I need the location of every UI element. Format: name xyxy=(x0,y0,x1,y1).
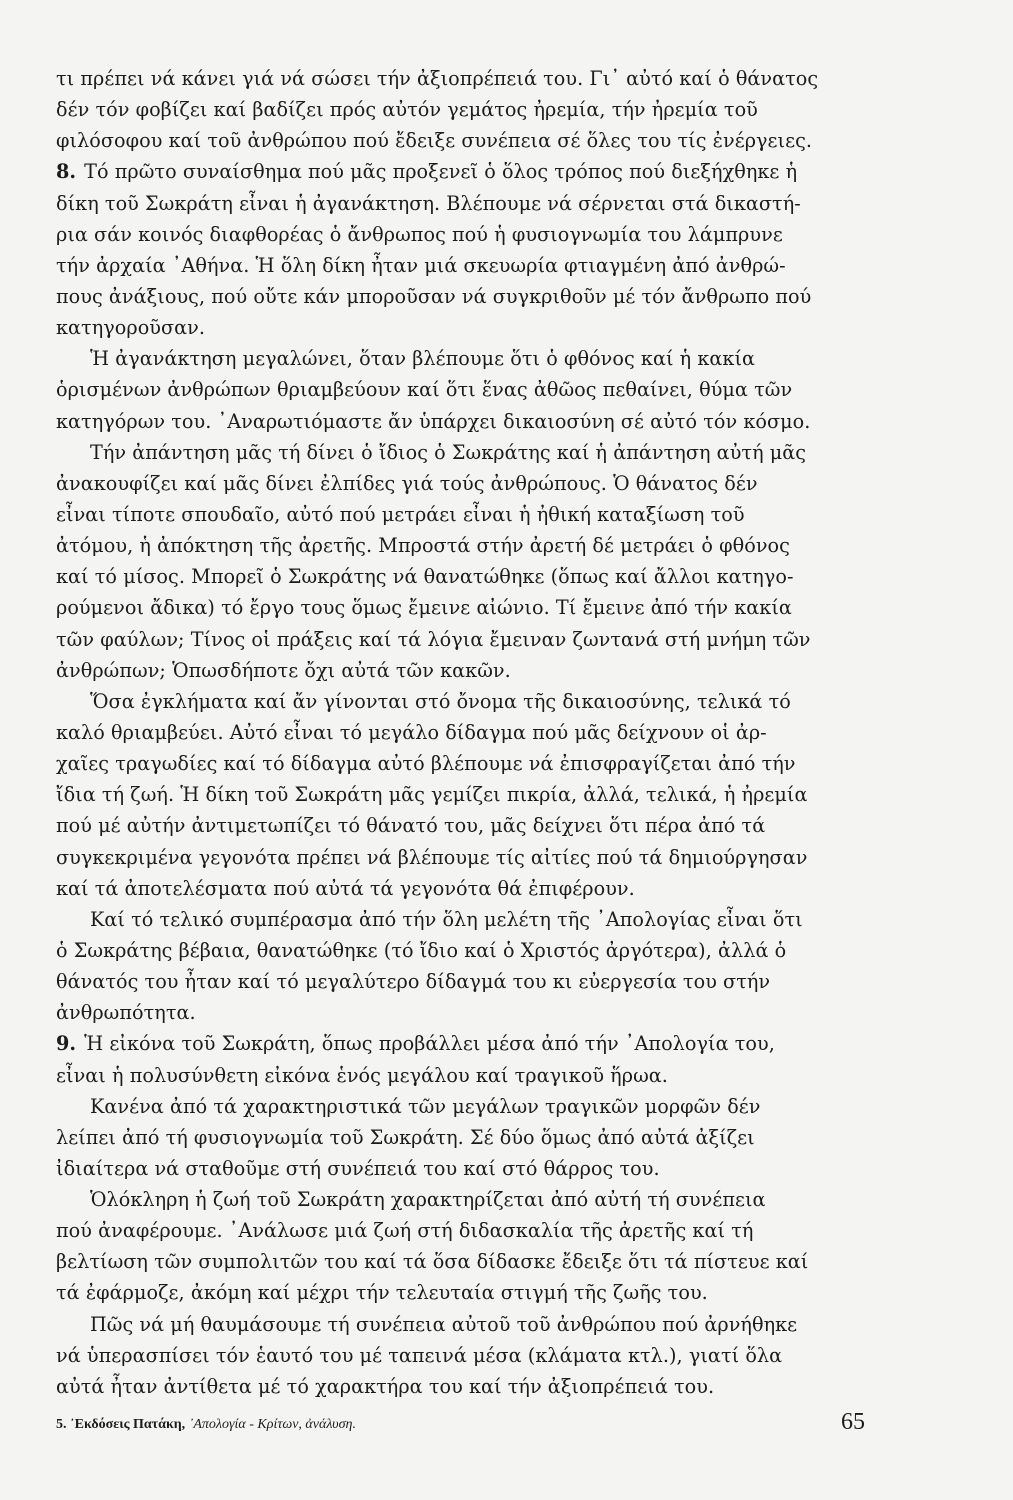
text-line: καί τά ἀποτελέσματα πού αὐτά τά γεγονότα θά ἐπιφέρουν. xyxy=(56,876,635,900)
text-line: θάνατός του ἦταν καί τό μεγαλύτερο δίδαγμά του κι εὐεργεσία του στήν xyxy=(56,970,771,994)
text-line: νά ὑπερασπίσει τόν ἑαυτό του μέ ταπεινά μέσα (κλάματα κτλ.), γιατί ὅλα xyxy=(56,1343,783,1367)
text-line: καί τό μίσος. Μπορεῖ ὁ Σωκράτης νά θανατώθηκε (ὅπως καί ἄλλοι κατηγο- xyxy=(56,565,794,589)
text-line: ἀνθρώπων; Ὁπωσδήποτε ὄχι αὐτά τῶν κακῶν. xyxy=(56,658,511,682)
text-line: ἰδιαίτερα νά σταθοῦμε στή συνέπειά του καί στό θάρρος του. xyxy=(56,1156,660,1180)
text-line: λείπει ἀπό τή φυσιογνωμία τοῦ Σωκράτη. Σέ δύο ὅμως ἀπό αὐτά ἀξίζει xyxy=(56,1125,755,1149)
text-line: ρούμενοι ἄδικα) τό ἔργο τους ὅμως ἔμεινε αἰώνιο. Τί ἔμεινε ἀπό τήν κακία xyxy=(56,596,792,620)
text-line: τῶν φαύλων; Τίνος οἱ πράξεις καί τά λόγια ἔμειναν ζωντανά στή μνήμη τῶν xyxy=(56,627,811,651)
text-line: κατηγοροῦσαν. xyxy=(56,316,206,340)
text-line: δέν τόν φοβίζει καί βαδίζει πρός αὐτόν γεμάτος ἠρεμία, τήν ἠρεμία τοῦ xyxy=(56,98,758,122)
text-line: ἀτόμου, ἡ ἀπόκτηση τῆς ἀρετῆς. Μπροστά στήν ἀρετή δέ μετράει ὁ φθόνος xyxy=(56,534,790,558)
text-line: τήν ἀρχαία ᾽Αθήνα. Ἡ ὅλη δίκη ἦταν μιά σκευωρία φτιαγμένη ἀπό ἀνθρώ- xyxy=(56,253,786,277)
text-line: τά ἐφάρμοζε, ἀκόμη καί μέχρι τήν τελευταία στιγμή τῆς ζωῆς του. xyxy=(56,1281,708,1305)
paragraph-first-line: Ὅσα ἐγκλήματα καί ἄν γίνονται στό ὄνομα τῆς δικαιοσύνης, τελικά τό xyxy=(90,689,791,713)
paragraph-first-line: Ἡ ἀγανάκτηση μεγαλώνει, ὅταν βλέπουμε ὅτι ὁ φθόνος καί ἡ κακία xyxy=(90,347,756,371)
text-line: ἀνακουφίζει καί μᾶς δίνει ἐλπίδες γιά τούς ἀνθρώπους. Ὁ θάνατος δέν xyxy=(56,471,758,495)
footer-citation xyxy=(56,1417,356,1433)
section-9-heading-line xyxy=(56,1028,866,1059)
section-9-first-line: Ἡ εἰκόνα τοῦ Σωκράτη, ὅπως προβάλλει μέσα ἀπό τήν ᾽Απολογία του, xyxy=(84,1032,775,1056)
text-line: βελτίωση τῶν συμπολιτῶν του καί τά ὅσα δίδασκε ἔδειξε ὅτι τά πίστευε καί xyxy=(56,1250,809,1274)
text-line: εἶναι τίποτε σπουδαῖο, αὐτό πού μετράει εἶναι ἡ ἠθική καταξίωση τοῦ xyxy=(56,502,745,526)
page-number: 65 xyxy=(841,1409,865,1435)
footer-book-title: ᾽Απολογία - Κρίτων, ἀνάλυση. xyxy=(188,1417,356,1432)
text-line: πού μέ αὐτήν ἀντιμετωπίζει τό θάνατό του, μᾶς δείχνει ὅτι πέρα ἀπό τά xyxy=(56,814,766,838)
text-line: φιλόσοφου καί τοῦ ἀνθρώπου πού ἔδειξε συνέπεια σέ ὅλες του τίς ἐνέργειες. xyxy=(56,129,813,153)
paragraph-first-line: Καί τό τελικό συμπέρασμα ἀπό τήν ὅλη μελέτη τῆς ᾽Απολογίας εἶναι ὅτι xyxy=(90,907,803,931)
page-footer xyxy=(56,1411,896,1441)
text-line: συγκεκριμένα γεγονότα πρέπει νά βλέπουμε τίς αἰτίες πού τά δημιούργησαν xyxy=(56,845,808,869)
paragraph-first-line: Κανένα ἀπό τά χαρακτηριστικά τῶν μεγάλων τραγικῶν μορφῶν δέν xyxy=(90,1094,761,1118)
section-number-9: 9. xyxy=(56,1032,77,1056)
section-number-8: 8. xyxy=(56,160,77,184)
text-line: χαῖες τραγωδίες καί τό δίδαγμα αὐτό βλέπουμε νά ἐπισφραγίζεται ἀπό τήν xyxy=(56,752,796,776)
text-line: ἴδια τή ζωή. Ἡ δίκη τοῦ Σωκράτη μᾶς γεμίζει πικρία, ἀλλά, τελικά, ἡ ἠρεμία xyxy=(56,783,808,807)
text-line: κατηγόρων του. ᾽Αναρωτιόμαστε ἄν ὑπάρχει δικαιοσύνη σέ αὐτό τόν κόσμο. xyxy=(56,409,811,433)
text-line: ρια σάν κοινός διαφθορέας ὁ ἄνθρωπος πού ἡ φυσιογνωμία του λάμπρυνε xyxy=(56,222,783,246)
text-line: πού ἀναφέρουμε. ᾽Ανάλωσε μιά ζωή στή διδασκαλία τῆς ἀρετῆς καί τή xyxy=(56,1219,754,1243)
text-line: ἀνθρωπότητα. xyxy=(56,1001,196,1025)
text-line: πους ἀνάξιους, πού οὔτε κάν μποροῦσαν νά συγκριθοῦν μέ τόν ἄνθρωπο πού xyxy=(56,284,812,308)
paragraph-first-line: Ὁλόκληρη ἡ ζωή τοῦ Σωκράτη χαρακτηρίζεται ἀπό αὐτή τή συνέπεια xyxy=(90,1188,766,1212)
paragraph-first-line: Πῶς νά μή θαυμάσουμε τή συνέπεια αὐτοῦ τοῦ ἀνθρώπου πού ἀρνήθηκε xyxy=(90,1312,798,1336)
text-line: εἶναι ἡ πολυσύνθετη εἰκόνα ἑνός μεγάλου καί τραγικοῦ ἥρωα. xyxy=(56,1063,668,1087)
paragraph-first-line: Τήν ἀπάντηση μᾶς τή δίνει ὁ ἴδιος ὁ Σωκράτης καί ἡ ἀπάντηση αὐτή μᾶς xyxy=(90,440,807,464)
text-line: ὁρισμένων ἀνθρώπων θριαμβεύουν καί ὅτι ἕνας ἀθῶος πεθαίνει, θύμα τῶν xyxy=(56,378,793,402)
text-line: ὁ Σωκράτης βέβαια, θανατώθηκε (τό ἴδιο καί ὁ Χριστός ἀργότερα), ἀλλά ὁ xyxy=(56,938,787,962)
text-line: αὐτά ἦταν ἀντίθετα μέ τό χαρακτήρα του καί τήν ἀξιοπρέπειά του. xyxy=(56,1374,715,1398)
body-text xyxy=(56,63,866,1402)
text-line: τι πρέπει νά κάνει γιά νά σώσει τήν ἀξιοπρέπειά του. Γι᾽ αὐτό καί ὁ θάνατος xyxy=(56,67,819,90)
section-8-first-line: Τό πρῶτο συναίσθημα πού μᾶς προξενεῖ ὁ ὅλος τρόπος πού διεξήχθηκε ἡ xyxy=(84,160,798,184)
section-8-heading-line xyxy=(56,156,866,187)
footer-publisher: 5. ᾽Εκδόσεις Πατάκη, xyxy=(56,1417,186,1432)
text-line: δίκη τοῦ Σωκράτη εἶναι ἡ ἀγανάκτηση. Βλέπουμε νά σέρνεται στά δικαστή- xyxy=(56,191,801,215)
text-line: καλό θριαμβεύει. Αὐτό εἶναι τό μεγάλο δίδαγμα πού μᾶς δείχνουν οἱ ἀρ- xyxy=(56,720,767,744)
